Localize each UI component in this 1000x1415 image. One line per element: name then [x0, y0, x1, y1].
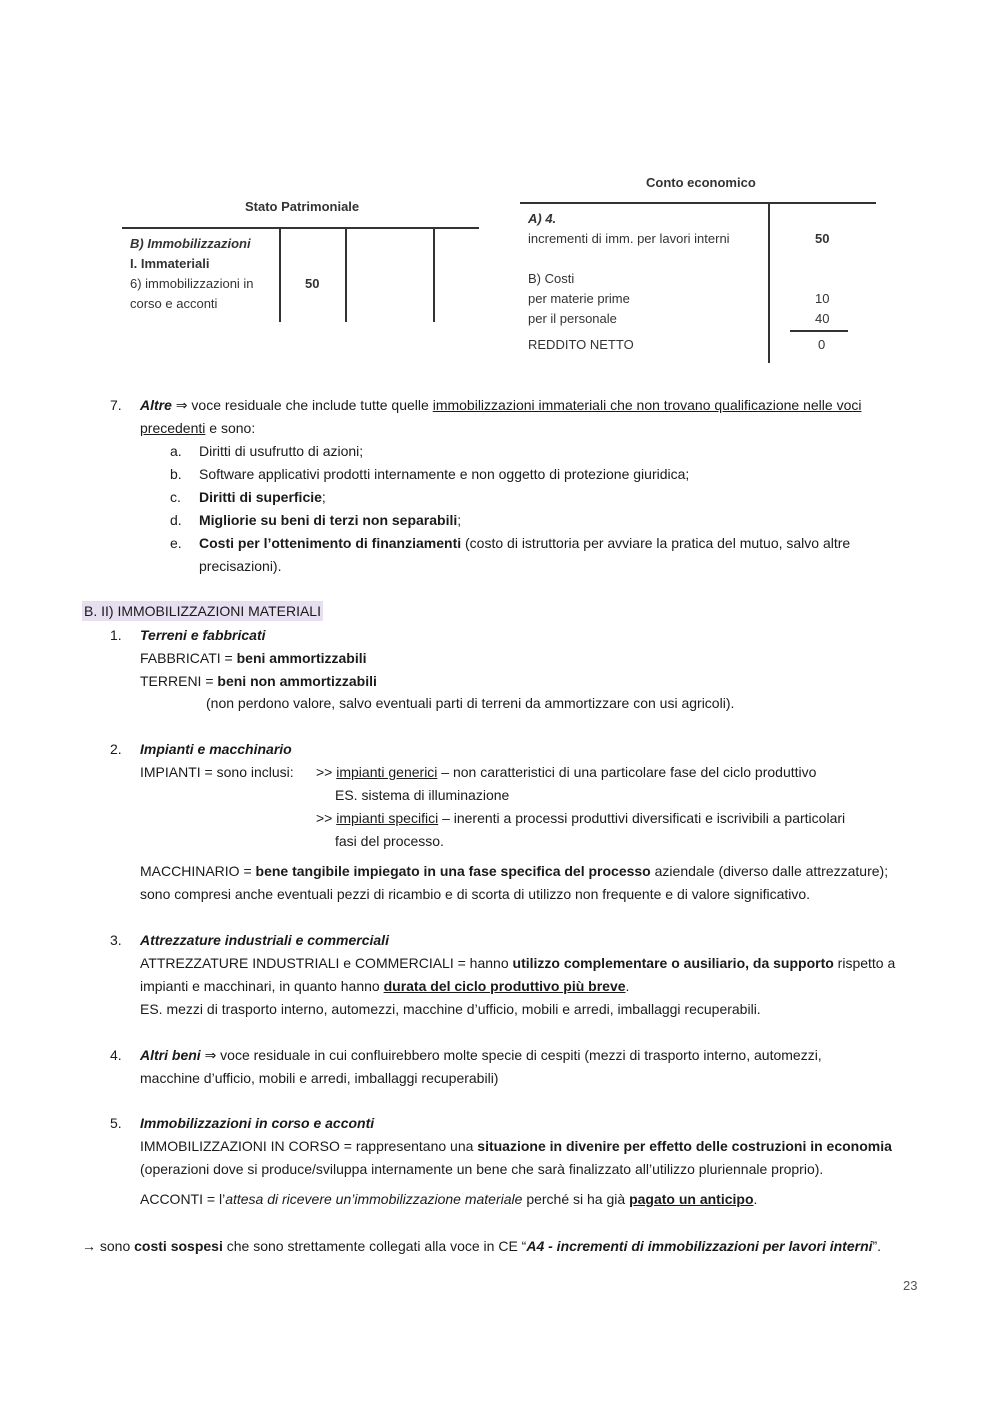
list-marker: a.: [170, 443, 182, 459]
sp-line: 6) immobilizzazioni in: [130, 276, 254, 291]
list-item: Diritti di superficie;: [199, 489, 326, 505]
text-line: Altri beni ⇒ voce residuale in cui confluirebbero molte specie di cespiti (mezzi di trasporto interno, automezzi,: [140, 1047, 822, 1063]
list-item: Costi per l’ottenimento di finanziamenti (costo di istruttoria per avviare la pratica del mutuo, salvo altre: [199, 535, 851, 551]
subsection-title: Impianti e macchinario: [140, 741, 292, 757]
ce-line: per il personale: [528, 311, 617, 326]
text-line: macchine d’ufficio, mobili e arredi, imballaggi recuperabili): [140, 1070, 499, 1086]
subsection-title: Immobilizzazioni in corso e acconti: [140, 1115, 375, 1131]
ce-sum-rule: [790, 330, 848, 332]
list-marker: e.: [170, 535, 182, 551]
list-number: 2.: [110, 741, 122, 757]
text-line: MACCHINARIO = bene tangibile impiegato in una fase specifica del processo aziendale (diverso dalle attrezzature);: [140, 863, 889, 879]
sp-divider: [433, 228, 435, 322]
text-line: IMPIANTI = sono inclusi:: [140, 764, 294, 780]
page-number: 23: [903, 1278, 918, 1293]
list-item-cont: precisazioni).: [199, 558, 282, 574]
ce-value: 50: [815, 231, 830, 246]
text-line: >> impianti specifici – inerenti a processi produttivi diversificati e iscrivibili a particolari: [316, 810, 846, 826]
conclusion-line: → sono costi sospesi che sono strettamente collegati alla voce in CE “A4 - incrementi di immobilizzazioni per lavori interni”.: [82, 1238, 882, 1254]
sp-value: 50: [305, 276, 320, 291]
ce-line: incrementi di imm. per lavori interni: [528, 231, 730, 246]
ce-value: 0: [818, 337, 826, 352]
ce-value: 10: [815, 291, 830, 306]
text-line: ES. sistema di illuminazione: [335, 787, 510, 803]
ce-top-rule: [520, 202, 876, 204]
text-line: TERRENI = beni non ammortizzabili: [140, 673, 377, 689]
text-line: (non perdono valore, salvo eventuali parti di terreni da ammortizzare con usi agricoli).: [206, 695, 735, 711]
section-heading: B. II) IMMOBILIZZAZIONI MATERIALI: [84, 603, 321, 619]
list-marker: b.: [170, 466, 182, 482]
ce-value: 40: [815, 311, 830, 326]
sp-line: corso e acconti: [130, 296, 218, 311]
ce-title: Conto economico: [646, 175, 756, 190]
ce-line: per materie prime: [528, 291, 630, 306]
text-line: FABBRICATI = beni ammortizzabili: [140, 650, 367, 666]
text-line: IMMOBILIZZAZIONI IN CORSO = rappresentano una situazione in divenire per effetto delle costruzioni in economia: [140, 1138, 892, 1154]
list-number: 3.: [110, 932, 122, 948]
list-item: Migliorie su beni di terzi non separabili;: [199, 512, 462, 528]
list-number: 4.: [110, 1047, 122, 1063]
ce-line: A) 4.: [528, 211, 557, 226]
text-line: sono compresi anche eventuali pezzi di ricambio e di scorta di utilizzo non frequente e di valore significativo.: [140, 886, 811, 902]
ce-line: B) Costi: [528, 271, 575, 286]
text-line: (operazioni dove si produce/sviluppa internamente un bene che sarà finalizzato all’utilizzo pluriennale proprio).: [140, 1161, 824, 1177]
text-line: >> impianti generici – non caratteristici di una particolare fase del ciclo produttivo: [316, 764, 817, 780]
text-line: impianti e macchinari, in quanto hanno durata del ciclo produttivo più breve.: [140, 978, 630, 994]
ce-line: REDDITO NETTO: [528, 337, 634, 352]
altre-line1: Altre ⇒ voce residuale che include tutte quelle immobilizzazioni immateriali che non trovano qualificazione nelle voci: [140, 397, 862, 413]
sp-line: I. Immateriali: [130, 256, 210, 271]
altre-line2: precedenti e sono:: [140, 420, 256, 436]
sp-divider: [345, 228, 347, 322]
list-marker: c.: [170, 489, 181, 505]
list-number: 7.: [110, 397, 122, 413]
list-number: 1.: [110, 627, 122, 643]
sp-title: Stato Patrimoniale: [245, 199, 360, 214]
text-line: ATTREZZATURE INDUSTRIALI e COMMERCIALI = hanno utilizzo complementare o ausiliario, da supporto rispetto a: [140, 955, 896, 971]
subsection-title: Terreni e fabbricati: [140, 627, 266, 643]
ce-divider: [768, 203, 770, 363]
text-line: fasi del processo.: [335, 833, 444, 849]
subsection-title: Attrezzature industriali e commerciali: [140, 932, 389, 948]
sp-divider: [279, 228, 281, 322]
sp-line: B) Immobilizzazioni: [130, 236, 251, 251]
list-number: 5.: [110, 1115, 122, 1131]
list-item: Diritti di usufrutto di azioni;: [199, 443, 364, 459]
list-item: Software applicativi prodotti internamente e non oggetto di protezione giuridica;: [199, 466, 690, 482]
list-marker: d.: [170, 512, 182, 528]
text-line: ES. mezzi di trasporto interno, automezzi, macchine d’ufficio, mobili e arredi, imballaggi recuperabili.: [140, 1001, 761, 1017]
text-line: ACCONTI = l’attesa di ricevere un’immobilizzazione materiale perché si ha già pagato un anticipo.: [140, 1191, 758, 1207]
sp-top-rule: [122, 227, 479, 229]
